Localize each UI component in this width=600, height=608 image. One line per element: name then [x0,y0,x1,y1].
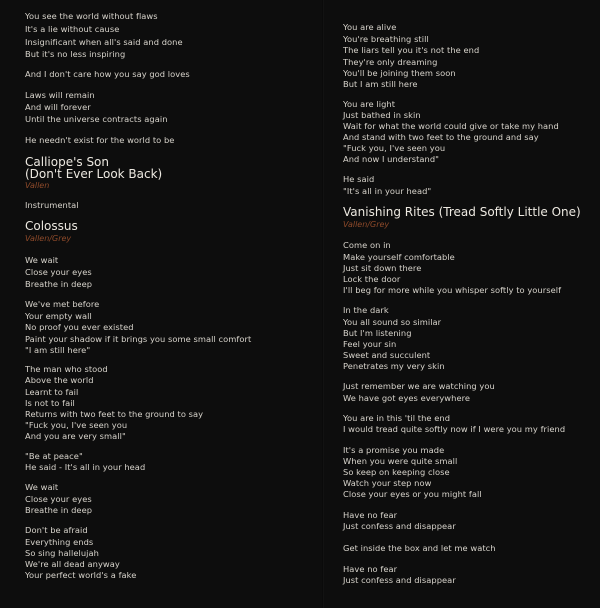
song-title-vanishing-rites: Vanishing Rites (Tread Softly Little One) [343,205,581,219]
lyric-line: They're only dreaming [343,57,438,67]
lyric-line: We've met before [25,299,100,309]
lyric-line: Close your eyes [25,267,92,277]
lyric-line: So keep on keeping close [343,467,450,477]
lyric-line: And stand with two feet to the ground and say [343,132,539,142]
lyric-line: He said - It's all in your head [25,462,146,472]
lyric-line: Have no fear [343,510,398,520]
lyric-line: Is not to fail [25,398,75,408]
lyric-line: The liars tell you it's not the end [343,45,480,55]
lyric-line: Make yourself comfortable [343,252,455,262]
lyric-line: Just confess and disappear [343,575,456,585]
song-credit: Vallen/Grey [25,234,72,243]
lyric-line: "I am still here" [25,345,91,355]
page-fold [322,0,324,608]
lyric-line: We wait [25,255,59,265]
lyric-line: Close your eyes [25,494,92,504]
lyric-line: And now I understand" [343,154,440,164]
lyric-line: So sing hallelujah [25,548,99,558]
lyric-line: Close your eyes or you might fall [343,489,482,499]
lyric-line: Learnt to fail [25,387,79,397]
lyric-line: We have got eyes everywhere [343,393,471,403]
song-subtitle-calliopes-son: (Don't Ever Look Back) [25,167,163,181]
lyric-line: Just bathed in skin [343,110,421,120]
lyric-line: Don't be afraid [25,525,88,535]
lyric-line: "Fuck you, I've seen you [343,143,446,153]
lyric-line: "Be at peace" [25,451,83,461]
lyric-line: Just remember we are watching you [343,381,495,391]
song-title-calliopes-son: Calliope's Son [25,155,110,169]
lyric-line: In the dark [343,305,389,315]
lyric-line: I'll beg for more while you whisper softly to yourself [343,285,562,295]
lyric-line: But I am still here [343,79,418,89]
lyric-line: But I'm listening [343,328,412,338]
lyric-line: He said [343,174,375,184]
lyric-line: Your perfect world's a fake [25,570,137,580]
lyric-line: Lock the door [343,274,401,284]
lyric-line: Above the world [25,375,94,385]
lyric-line: "Fuck you, I've seen you [25,420,128,430]
instrumental-note: Instrumental [25,200,79,210]
lyric-line: It's a promise you made [343,445,445,455]
lyric-line: You're breathing still [343,34,429,44]
lyric-line: Sweet and succulent [343,350,431,360]
song-title-colossus: Colossus [25,219,78,233]
lyric-line: Get inside the box and let me watch [343,543,496,553]
lyric-line: Wait for what the world could give or take my hand [343,121,559,131]
lyric-line: No proof you ever existed [25,322,134,332]
lyric-line: He needn't exist for the world to be [25,135,175,145]
lyric-line: Everything ends [25,537,94,547]
lyric-line: Breathe in deep [25,279,93,289]
lyric-line: When you were quite small [343,456,458,466]
lyric-line: Have no fear [343,564,398,574]
lyric-line: You all sound so similar [343,317,442,327]
song-credit: Vallen [25,181,50,190]
lyric-line: Feel your sin [343,339,397,349]
lyric-line: I would tread quite softly now if I were you my friend [343,424,566,434]
lyric-line: Come on in [343,240,391,250]
lyric-line: Returns with two feet to the ground to say [25,409,204,419]
lyric-line: We wait [25,482,59,492]
lyric-line: You'll be joining them soon [343,68,456,78]
lyric-line: And you are very small" [25,431,126,441]
lyric-line: Insignificant when all's said and done [25,37,183,47]
lyric-line: It's a lie without cause [25,24,120,34]
lyric-line: But it's no less inspiring [25,49,126,59]
lyric-line: Just sit down there [343,263,422,273]
lyric-line: You are alive [343,22,397,32]
lyric-line: You see the world without flaws [25,11,158,21]
lyric-line: And I don't care how you say god loves [25,69,190,79]
lyric-line: Watch your step now [343,478,432,488]
lyric-line: You are light [343,99,396,109]
lyric-line: Penetrates my very skin [343,361,445,371]
lyric-line: Just confess and disappear [343,521,456,531]
lyric-line: The man who stood [25,364,108,374]
lyric-line: You are in this 'til the end [343,413,451,423]
lyric-line: "It's all in your head" [343,186,432,196]
lyric-line: And will forever [25,102,91,112]
lyric-line: Your empty wall [25,311,92,321]
lyric-line: Laws will remain [25,90,95,100]
lyric-line: Breathe in deep [25,505,93,515]
lyric-line: Paint your shadow if it brings you some small comfort [25,334,252,344]
lyric-line: Until the universe contracts again [25,114,168,124]
song-credit: Vallen/Grey [343,220,390,229]
lyric-line: We're all dead anyway [25,559,120,569]
